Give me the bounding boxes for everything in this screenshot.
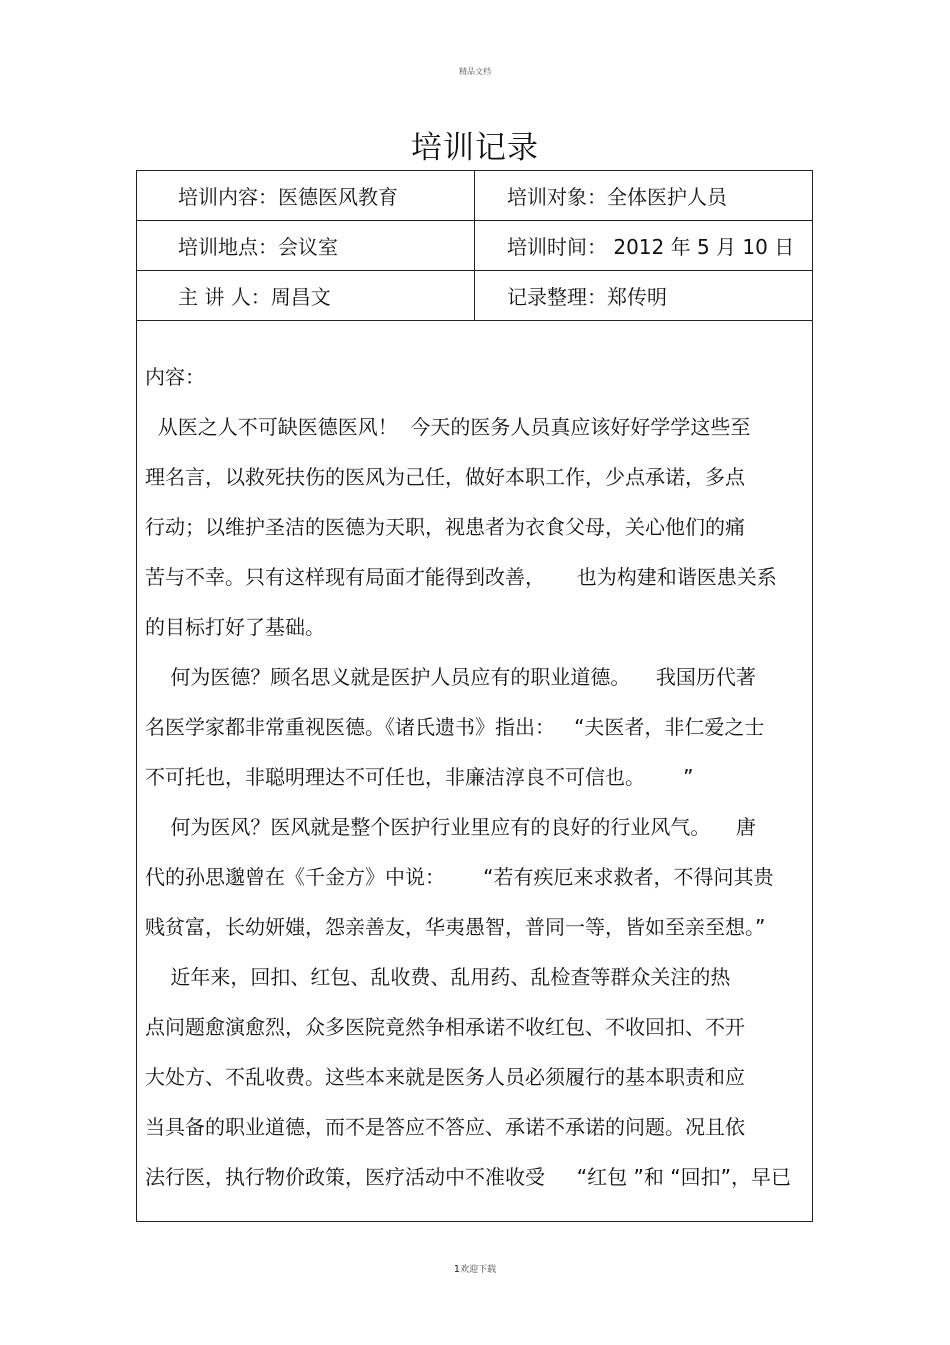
header-note: 精品文档 bbox=[459, 67, 491, 76]
page-number: 1 bbox=[453, 1264, 461, 1275]
page-footer bbox=[0, 1262, 950, 1275]
page-title: 培训记录 bbox=[411, 130, 539, 166]
paragraph-line: 贱贫富，长幼妍媸，怨亲善友，华夷愚智，普同一等，皆如至亲至想。” bbox=[145, 915, 766, 939]
paragraph-line: 行动；以维护圣洁的医德为天职，视患者为衣食父母，关心他们的痛 bbox=[145, 515, 745, 539]
paragraph-line: 名医学家都非常重视医德。《诸氏遗书》指出： “夫医者，非仁爱之士 bbox=[145, 715, 765, 739]
paragraph-line: 从医之人不可缺医德医风！ 今天的医务人员真应该好好学学这些至 bbox=[145, 415, 751, 439]
table-row bbox=[137, 171, 812, 221]
paragraph-line: 当具备的职业道德，而不是答应不答应、承诺不承诺的问题。况且依 bbox=[145, 1115, 745, 1139]
paragraph-line: 点问题愈演愈烈，众多医院竟然争相承诺不收红包、不收回扣、不开 bbox=[145, 1015, 745, 1039]
lecturer-cell: 主 讲 人：周昌文 bbox=[137, 271, 475, 320]
paragraph-line: 何为医德？顾名思义就是医护人员应有的职业道德。 我国历代著 bbox=[145, 665, 756, 689]
training-content-cell: 培训内容：医德医风教育 bbox=[137, 171, 475, 220]
paragraph-line: 何为医风？医风就是整个医护行业里应有的良好的行业风气。 唐 bbox=[145, 815, 756, 839]
training-time-cell: 培训时间： 2012 年 5 月 10 日 bbox=[507, 235, 795, 259]
paragraph-line: 大处方、不乱收费。这些本来就是医务人员必须履行的基本职责和应 bbox=[145, 1065, 745, 1089]
footer-note: 欢迎下载 bbox=[460, 1265, 497, 1275]
table-row bbox=[137, 221, 812, 271]
paragraph-line: 理名言，以救死扶伤的医风为己任，做好本职工作，少点承诺，多点 bbox=[145, 465, 745, 489]
paragraph-line: 苦与不幸。只有这样现有局面才能得到改善， 也为构建和谐医患关系 bbox=[145, 565, 777, 589]
paragraph-line: 代的孙思邈曾在《千金方》中说： “若有疾厄来求救者，不得问其贵 bbox=[145, 865, 774, 889]
table-row bbox=[137, 271, 812, 321]
training-audience-cell: 培训对象：全体医护人员 bbox=[507, 185, 727, 209]
paragraph-line: 的目标打好了基础。 bbox=[145, 615, 325, 639]
training-location-cell: 培训地点：会议室 bbox=[137, 221, 475, 270]
content-label: 内容： bbox=[145, 365, 205, 389]
paragraph-line: 不可托也，非聪明理达不可任也，非廉洁淳良不可信也。 ” bbox=[145, 765, 694, 789]
recorder-cell: 记录整理：郑传明 bbox=[507, 285, 667, 309]
content-body bbox=[137, 321, 812, 1219]
training-record-table bbox=[136, 170, 813, 1222]
paragraph-line: 法行医，执行物价政策，医疗活动中不准收受 “红包 ”和 “回扣”，早已 bbox=[145, 1165, 791, 1189]
paragraph-line: 近年来，回扣、红包、乱收费、乱用药、乱检查等群众关注的热 bbox=[145, 965, 731, 989]
